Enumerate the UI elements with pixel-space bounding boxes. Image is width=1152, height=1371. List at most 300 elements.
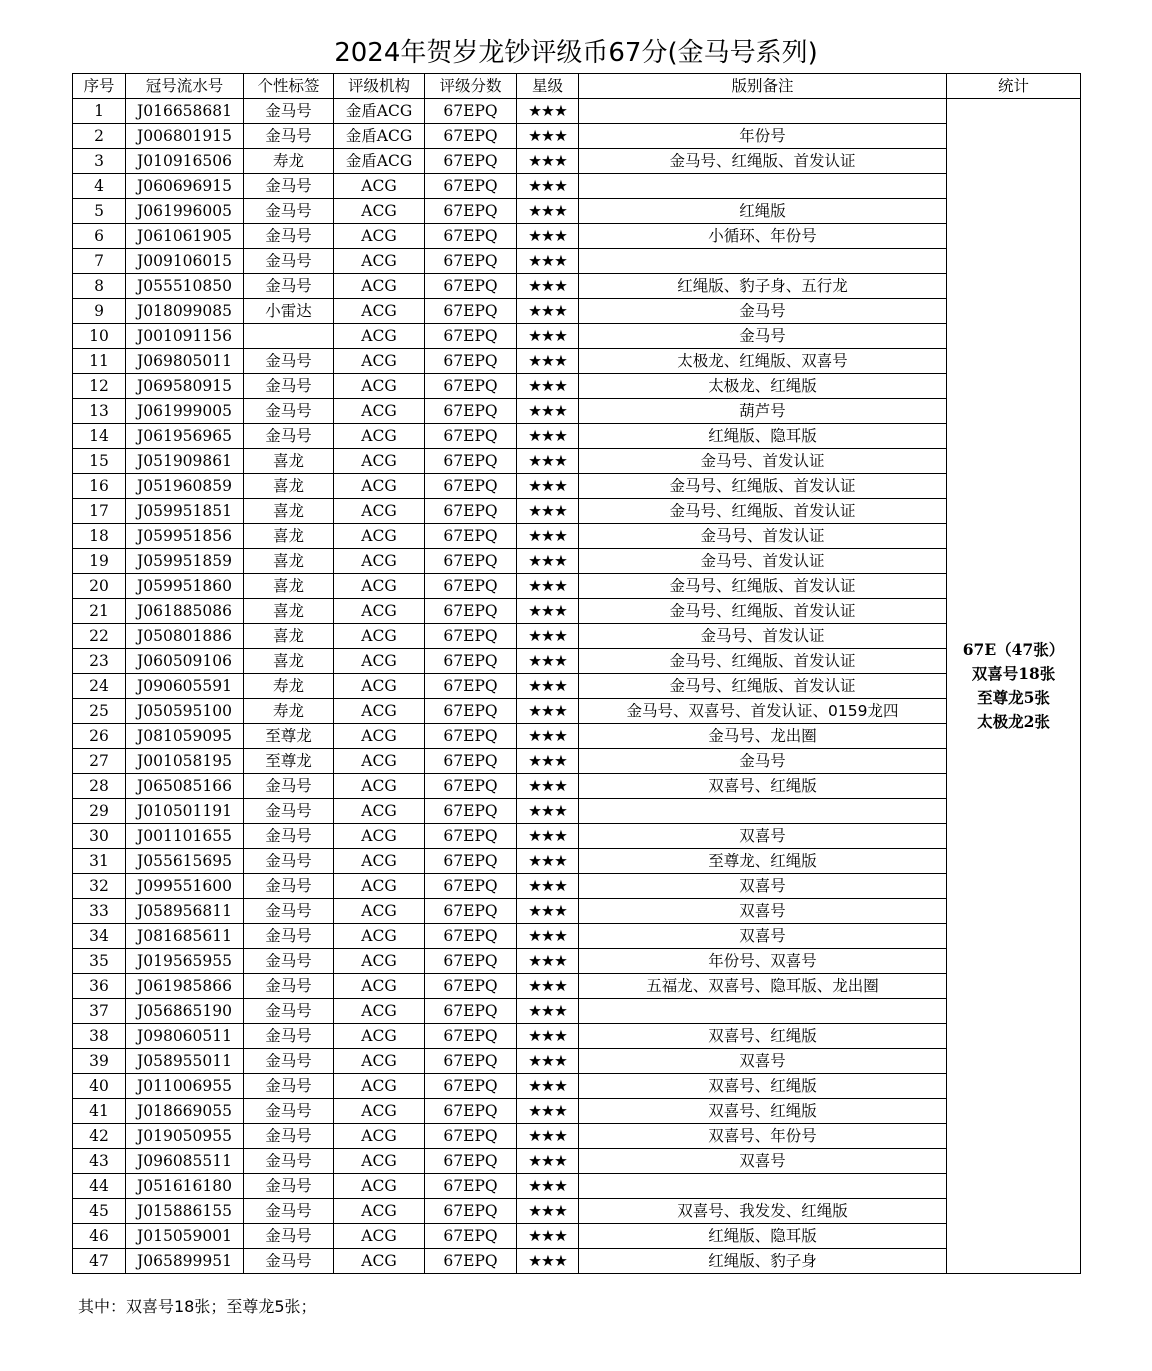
cell-score: 67EPQ: [425, 749, 517, 774]
table-row: [73, 524, 1081, 549]
table-row: [73, 599, 1081, 624]
cell-tag: 金马号: [244, 424, 334, 449]
cell-note: 双喜号: [579, 924, 947, 949]
cell-index: 46: [73, 1224, 126, 1249]
table-header-row: [73, 74, 1081, 99]
cell-serial: J009106015: [126, 249, 244, 274]
cell-stars: ★★★: [517, 124, 579, 149]
header-index: 序号: [73, 74, 126, 99]
cell-score: 67EPQ: [425, 299, 517, 324]
cell-score: 67EPQ: [425, 924, 517, 949]
cell-index: 29: [73, 799, 126, 824]
cell-org: ACG: [334, 224, 425, 249]
table-row: [73, 874, 1081, 899]
cell-org: ACG: [334, 1199, 425, 1224]
table-row: [73, 499, 1081, 524]
cell-tag: 金马号: [244, 124, 334, 149]
cell-tag: 金马号: [244, 199, 334, 224]
cell-score: 67EPQ: [425, 224, 517, 249]
cell-stars: ★★★: [517, 924, 579, 949]
cell-score: 67EPQ: [425, 624, 517, 649]
cell-org: ACG: [334, 199, 425, 224]
cell-serial: J061999005: [126, 399, 244, 424]
cell-org: ACG: [334, 349, 425, 374]
cell-stars: ★★★: [517, 174, 579, 199]
cell-org: ACG: [334, 574, 425, 599]
table-row: [73, 899, 1081, 924]
table-row: [73, 99, 1081, 124]
table-row: [73, 1024, 1081, 1049]
cell-org: ACG: [334, 749, 425, 774]
cell-tag: 金马号: [244, 1174, 334, 1199]
cell-index: 47: [73, 1249, 126, 1274]
cell-serial: J065085166: [126, 774, 244, 799]
cell-score: 67EPQ: [425, 999, 517, 1024]
cell-index: 13: [73, 399, 126, 424]
cell-score: 67EPQ: [425, 874, 517, 899]
cell-org: ACG: [334, 499, 425, 524]
cell-tag: 金马号: [244, 1149, 334, 1174]
table-row: [73, 974, 1081, 999]
table-row: [73, 824, 1081, 849]
table-row: [73, 1199, 1081, 1224]
cell-score: 67EPQ: [425, 324, 517, 349]
cell-index: 20: [73, 574, 126, 599]
table-row: [73, 324, 1081, 349]
cell-serial: J001091156: [126, 324, 244, 349]
cell-note: 金马号、首发认证: [579, 449, 947, 474]
cell-org: ACG: [334, 949, 425, 974]
table-row: [73, 174, 1081, 199]
cell-note: 红绳版: [579, 199, 947, 224]
cell-index: 22: [73, 624, 126, 649]
cell-score: 67EPQ: [425, 99, 517, 124]
cell-stars: ★★★: [517, 199, 579, 224]
table-row: [73, 449, 1081, 474]
cell-score: 67EPQ: [425, 1124, 517, 1149]
stat-line: 至尊龙5张: [977, 688, 1050, 707]
cell-tag: 金马号: [244, 374, 334, 399]
cell-stars: ★★★: [517, 649, 579, 674]
cell-tag: 寿龙: [244, 149, 334, 174]
cell-index: 9: [73, 299, 126, 324]
cell-note: 双喜号、我发发、红绳版: [579, 1199, 947, 1224]
cell-serial: J061985866: [126, 974, 244, 999]
cell-serial: J011006955: [126, 1074, 244, 1099]
cell-score: 67EPQ: [425, 1249, 517, 1274]
cell-stars: ★★★: [517, 424, 579, 449]
cell-note: [579, 249, 947, 274]
cell-serial: J055615695: [126, 849, 244, 874]
cell-stars: ★★★: [517, 474, 579, 499]
cell-note: 葫芦号: [579, 399, 947, 424]
cell-org: ACG: [334, 874, 425, 899]
table-body: [73, 99, 1081, 1274]
cell-index: 34: [73, 924, 126, 949]
cell-tag: 喜龙: [244, 449, 334, 474]
cell-note: 年份号: [579, 124, 947, 149]
cell-index: 12: [73, 374, 126, 399]
cell-org: ACG: [334, 399, 425, 424]
cell-stars: ★★★: [517, 899, 579, 924]
cell-index: 24: [73, 674, 126, 699]
cell-note: 太极龙、红绳版: [579, 374, 947, 399]
cell-tag: 金马号: [244, 774, 334, 799]
cell-tag: 喜龙: [244, 499, 334, 524]
cell-stars: ★★★: [517, 599, 579, 624]
cell-score: 67EPQ: [425, 799, 517, 824]
cell-org: ACG: [334, 1224, 425, 1249]
cell-serial: J081685611: [126, 924, 244, 949]
cell-stars: ★★★: [517, 1174, 579, 1199]
cell-org: ACG: [334, 524, 425, 549]
cell-note: 金马号、红绳版、首发认证: [579, 674, 947, 699]
table-row: [73, 1049, 1081, 1074]
cell-stars: ★★★: [517, 974, 579, 999]
cell-serial: J059951856: [126, 524, 244, 549]
table-row: [73, 624, 1081, 649]
cell-score: 67EPQ: [425, 399, 517, 424]
cell-tag: 金马号: [244, 849, 334, 874]
cell-stars: ★★★: [517, 824, 579, 849]
cell-stars: ★★★: [517, 249, 579, 274]
cell-score: 67EPQ: [425, 849, 517, 874]
table-row: [73, 774, 1081, 799]
cell-index: 31: [73, 849, 126, 874]
cell-index: 41: [73, 1099, 126, 1124]
cell-tag: 喜龙: [244, 624, 334, 649]
table-row: [73, 849, 1081, 874]
cell-note: 金马号、龙出圈: [579, 724, 947, 749]
cell-stars: ★★★: [517, 224, 579, 249]
cell-stars: ★★★: [517, 349, 579, 374]
cell-note: 红绳版、隐耳版: [579, 1224, 947, 1249]
cell-score: 67EPQ: [425, 949, 517, 974]
cell-index: 39: [73, 1049, 126, 1074]
cell-note: 金马号、红绳版、首发认证: [579, 599, 947, 624]
cell-note: 双喜号、年份号: [579, 1124, 947, 1149]
cell-org: ACG: [334, 924, 425, 949]
cell-stars: ★★★: [517, 624, 579, 649]
cell-serial: J015059001: [126, 1224, 244, 1249]
cell-index: 23: [73, 649, 126, 674]
cell-serial: J001101655: [126, 824, 244, 849]
cell-note: 金马号、红绳版、首发认证: [579, 499, 947, 524]
cell-serial: J051909861: [126, 449, 244, 474]
cell-score: 67EPQ: [425, 549, 517, 574]
cell-note: 五福龙、双喜号、隐耳版、龙出圈: [579, 974, 947, 999]
cell-org: ACG: [334, 274, 425, 299]
cell-tag: 至尊龙: [244, 724, 334, 749]
cell-score: 67EPQ: [425, 724, 517, 749]
cell-serial: J060509106: [126, 649, 244, 674]
header-stats: 统计: [947, 74, 1081, 99]
cell-note: 金马号、首发认证: [579, 624, 947, 649]
cell-tag: 金马号: [244, 999, 334, 1024]
cell-tag: 金马号: [244, 924, 334, 949]
cell-tag: 至尊龙: [244, 749, 334, 774]
cell-org: ACG: [334, 774, 425, 799]
cell-note: [579, 99, 947, 124]
page-title: 2024年贺岁龙钞评级币67分(金马号系列): [334, 38, 818, 68]
table-row: [73, 574, 1081, 599]
cell-tag: 金马号: [244, 274, 334, 299]
cell-tag: 金马号: [244, 799, 334, 824]
cell-serial: J018099085: [126, 299, 244, 324]
cell-index: 5: [73, 199, 126, 224]
cell-note: [579, 174, 947, 199]
cell-note: 太极龙、红绳版、双喜号: [579, 349, 947, 374]
cell-score: 67EPQ: [425, 574, 517, 599]
cell-score: 67EPQ: [425, 424, 517, 449]
cell-serial: J018669055: [126, 1099, 244, 1124]
cell-tag: 金马号: [244, 1249, 334, 1274]
cell-stars: ★★★: [517, 999, 579, 1024]
table-row: [73, 1124, 1081, 1149]
cell-index: 25: [73, 699, 126, 724]
table-row: [73, 924, 1081, 949]
cell-score: 67EPQ: [425, 1149, 517, 1174]
cell-stars: ★★★: [517, 699, 579, 724]
cell-note: 双喜号、红绳版: [579, 774, 947, 799]
cell-note: 金马号、首发认证: [579, 524, 947, 549]
cell-serial: J098060511: [126, 1024, 244, 1049]
cell-tag: 金马号: [244, 949, 334, 974]
cell-stars: ★★★: [517, 499, 579, 524]
cell-serial: J059951851: [126, 499, 244, 524]
cell-serial: J006801915: [126, 124, 244, 149]
cell-note: 金马号、红绳版、首发认证: [579, 149, 947, 174]
stat-line: 67E（47张）: [962, 640, 1065, 659]
cell-index: 16: [73, 474, 126, 499]
cell-score: 67EPQ: [425, 199, 517, 224]
cell-serial: J056865190: [126, 999, 244, 1024]
cell-note: 金马号: [579, 749, 947, 774]
cell-score: 67EPQ: [425, 649, 517, 674]
cell-note: 金马号: [579, 299, 947, 324]
cell-score: 67EPQ: [425, 274, 517, 299]
cell-serial: J061061905: [126, 224, 244, 249]
cell-org: ACG: [334, 474, 425, 499]
cell-note: 双喜号: [579, 824, 947, 849]
cell-index: 19: [73, 549, 126, 574]
cell-note: 红绳版、豹子身、五行龙: [579, 274, 947, 299]
cell-stars: ★★★: [517, 774, 579, 799]
cell-stars: ★★★: [517, 1149, 579, 1174]
table-row: [73, 149, 1081, 174]
cell-stars: ★★★: [517, 324, 579, 349]
cell-stars: ★★★: [517, 449, 579, 474]
table-row: [73, 399, 1081, 424]
cell-serial: J050595100: [126, 699, 244, 724]
cell-note: 金马号、红绳版、首发认证: [579, 474, 947, 499]
table-row: [73, 1249, 1081, 1274]
cell-tag: 寿龙: [244, 699, 334, 724]
cell-serial: J065899951: [126, 1249, 244, 1274]
stats-cell: [947, 99, 1081, 1274]
cell-score: 67EPQ: [425, 899, 517, 924]
table-row: [73, 124, 1081, 149]
cell-score: 67EPQ: [425, 599, 517, 624]
cell-score: 67EPQ: [425, 149, 517, 174]
cell-serial: J060696915: [126, 174, 244, 199]
cell-index: 44: [73, 1174, 126, 1199]
cell-org: ACG: [334, 999, 425, 1024]
cell-tag: 金马号: [244, 174, 334, 199]
cell-note: 金马号、红绳版、首发认证: [579, 574, 947, 599]
table-row: [73, 299, 1081, 324]
cell-serial: J001058195: [126, 749, 244, 774]
cell-org: ACG: [334, 824, 425, 849]
table-row: [73, 749, 1081, 774]
header-note: 版别备注: [579, 74, 947, 99]
cell-index: 33: [73, 899, 126, 924]
cell-org: ACG: [334, 699, 425, 724]
cell-serial: J051960859: [126, 474, 244, 499]
cell-index: 45: [73, 1199, 126, 1224]
cell-org: ACG: [334, 424, 425, 449]
cell-note: 金马号: [579, 324, 947, 349]
cell-serial: J019565955: [126, 949, 244, 974]
cell-index: 38: [73, 1024, 126, 1049]
cell-org: ACG: [334, 1074, 425, 1099]
table-row: [73, 1174, 1081, 1199]
cell-score: 67EPQ: [425, 499, 517, 524]
table-row: [73, 649, 1081, 674]
cell-tag: 喜龙: [244, 474, 334, 499]
cell-stars: ★★★: [517, 1074, 579, 1099]
cell-index: 43: [73, 1149, 126, 1174]
cell-serial: J081059095: [126, 724, 244, 749]
cell-stars: ★★★: [517, 1049, 579, 1074]
cell-serial: J061885086: [126, 599, 244, 624]
cell-stars: ★★★: [517, 149, 579, 174]
cell-stars: ★★★: [517, 1124, 579, 1149]
cell-score: 67EPQ: [425, 174, 517, 199]
cell-org: ACG: [334, 324, 425, 349]
cell-note: 双喜号: [579, 1049, 947, 1074]
cell-org: ACG: [334, 624, 425, 649]
cell-note: 小循环、年份号: [579, 224, 947, 249]
cell-serial: J069805011: [126, 349, 244, 374]
cell-score: 67EPQ: [425, 374, 517, 399]
cell-note: 年份号、双喜号: [579, 949, 947, 974]
footer-summary: 其中：双喜号18张；至尊龙5张；: [78, 1297, 317, 1316]
cell-index: 17: [73, 499, 126, 524]
cell-tag: 喜龙: [244, 599, 334, 624]
table-row: [73, 199, 1081, 224]
cell-stars: ★★★: [517, 949, 579, 974]
cell-index: 10: [73, 324, 126, 349]
cell-serial: J055510850: [126, 274, 244, 299]
table-row: [73, 1149, 1081, 1174]
cell-index: 14: [73, 424, 126, 449]
cell-org: ACG: [334, 1249, 425, 1274]
cell-org: ACG: [334, 674, 425, 699]
cell-tag: 金马号: [244, 224, 334, 249]
cell-stars: ★★★: [517, 1249, 579, 1274]
cell-stars: ★★★: [517, 849, 579, 874]
table-row: [73, 349, 1081, 374]
header-stars: 星级: [517, 74, 579, 99]
cell-index: 3: [73, 149, 126, 174]
cell-serial: J015886155: [126, 1199, 244, 1224]
cell-index: 35: [73, 949, 126, 974]
cell-org: ACG: [334, 1174, 425, 1199]
cell-note: 双喜号、红绳版: [579, 1024, 947, 1049]
cell-serial: J050801886: [126, 624, 244, 649]
cell-score: 67EPQ: [425, 674, 517, 699]
cell-index: 30: [73, 824, 126, 849]
cell-index: 26: [73, 724, 126, 749]
cell-note: 金马号、首发认证: [579, 549, 947, 574]
cell-index: 27: [73, 749, 126, 774]
cell-score: 67EPQ: [425, 774, 517, 799]
cell-note: 双喜号: [579, 899, 947, 924]
cell-note: 金马号、双喜号、首发认证、0159龙四: [579, 699, 947, 724]
cell-org: ACG: [334, 974, 425, 999]
cell-score: 67EPQ: [425, 124, 517, 149]
cell-stars: ★★★: [517, 99, 579, 124]
cell-org: ACG: [334, 724, 425, 749]
cell-note: [579, 1174, 947, 1199]
cell-org: ACG: [334, 849, 425, 874]
cell-tag: 金马号: [244, 1099, 334, 1124]
cell-stars: ★★★: [517, 674, 579, 699]
cell-stars: ★★★: [517, 549, 579, 574]
cell-org: ACG: [334, 1049, 425, 1074]
cell-tag: 喜龙: [244, 524, 334, 549]
cell-note: 双喜号、红绳版: [579, 1074, 947, 1099]
table-row: [73, 674, 1081, 699]
cell-tag: 金马号: [244, 349, 334, 374]
cell-tag: 金马号: [244, 1074, 334, 1099]
table-row: [73, 999, 1081, 1024]
grading-table: [72, 73, 1081, 1274]
cell-index: 8: [73, 274, 126, 299]
cell-serial: J090605591: [126, 674, 244, 699]
cell-stars: ★★★: [517, 799, 579, 824]
cell-score: 67EPQ: [425, 1074, 517, 1099]
cell-serial: J096085511: [126, 1149, 244, 1174]
cell-tag: 金马号: [244, 1049, 334, 1074]
cell-serial: J058955011: [126, 1049, 244, 1074]
cell-serial: J010501191: [126, 799, 244, 824]
cell-score: 67EPQ: [425, 699, 517, 724]
cell-serial: J016658681: [126, 99, 244, 124]
cell-org: ACG: [334, 299, 425, 324]
cell-note: 金马号、红绳版、首发认证: [579, 649, 947, 674]
table-row: [73, 949, 1081, 974]
cell-note: 双喜号: [579, 1149, 947, 1174]
cell-org: ACG: [334, 174, 425, 199]
cell-serial: J059951860: [126, 574, 244, 599]
table-row: [73, 1099, 1081, 1124]
table-row: [73, 424, 1081, 449]
table-row: [73, 1074, 1081, 1099]
cell-stars: ★★★: [517, 274, 579, 299]
cell-score: 67EPQ: [425, 1024, 517, 1049]
cell-score: 67EPQ: [425, 974, 517, 999]
cell-stars: ★★★: [517, 724, 579, 749]
header-score: 评级分数: [425, 74, 517, 99]
cell-serial: J059951859: [126, 549, 244, 574]
cell-score: 67EPQ: [425, 1199, 517, 1224]
cell-org: ACG: [334, 549, 425, 574]
cell-score: 67EPQ: [425, 449, 517, 474]
table-row: [73, 474, 1081, 499]
cell-stars: ★★★: [517, 1099, 579, 1124]
